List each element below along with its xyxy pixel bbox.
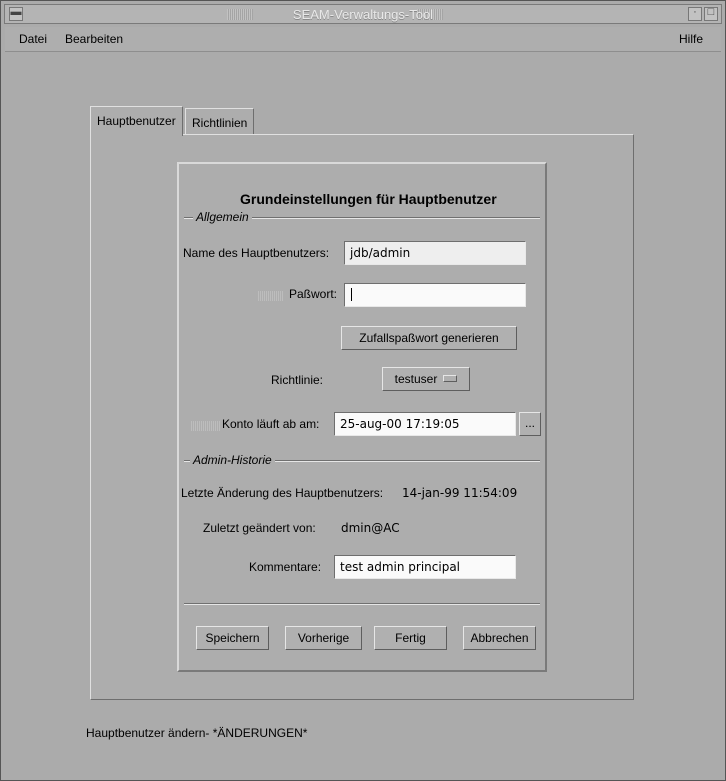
date-picker-button[interactable]: ... bbox=[519, 412, 541, 436]
principal-name-field[interactable]: jdb/admin bbox=[344, 241, 526, 265]
cancel-button[interactable]: Abbrechen bbox=[463, 626, 536, 650]
general-section-label: Allgemein bbox=[193, 210, 252, 224]
policy-dropdown[interactable] bbox=[382, 367, 470, 391]
policy-label: Richtlinie: bbox=[271, 373, 324, 387]
done-button[interactable]: Fertig bbox=[374, 626, 447, 650]
maximize-button[interactable] bbox=[704, 7, 718, 21]
generate-password-button[interactable]: Zufallspaßwort generieren bbox=[341, 326, 517, 350]
expiry-label-pattern bbox=[191, 421, 221, 431]
text-cursor bbox=[351, 288, 352, 301]
password-field[interactable] bbox=[344, 283, 526, 307]
tab-hauptbenutzer[interactable]: Hauptbenutzer bbox=[90, 106, 183, 136]
window-menu-icon: ▬ bbox=[10, 6, 22, 18]
dropdown-indicator-icon bbox=[443, 375, 457, 382]
title-bar[interactable] bbox=[4, 4, 722, 24]
last-change-label: Letzte Änderung des Hauptbenutzers: bbox=[181, 486, 384, 500]
expiry-date-field[interactable]: 25-aug-00 17:19:05 bbox=[334, 412, 516, 436]
changed-by-label: Zuletzt geändert von: bbox=[203, 521, 316, 535]
changed-by-value: dmin@AC bbox=[341, 521, 400, 535]
maximize-icon: □ bbox=[707, 6, 715, 18]
save-button[interactable]: Speichern bbox=[196, 626, 269, 650]
menu-hilfe[interactable]: Hilfe bbox=[679, 32, 704, 46]
button-row-divider bbox=[184, 603, 540, 605]
tab-richtlinien[interactable]: Richtlinien bbox=[185, 108, 254, 134]
previous-button[interactable]: Vorherige bbox=[285, 626, 362, 650]
comments-field[interactable]: test admin principal bbox=[334, 555, 516, 579]
expiry-label: Konto läuft ab am: bbox=[222, 417, 320, 431]
policy-dropdown-value: testuser bbox=[394, 372, 438, 386]
minimize-button[interactable] bbox=[688, 7, 702, 21]
minimize-icon: · bbox=[693, 6, 697, 18]
password-label: Paßwort: bbox=[289, 287, 338, 301]
form-heading: Grundeinstellungen für Hauptbenutzer bbox=[240, 191, 497, 207]
menu-bearbeiten[interactable]: Bearbeiten bbox=[65, 32, 124, 46]
window-title: SEAM-Verwaltungs-Tool bbox=[292, 7, 434, 22]
name-label: Name des Hauptbenutzers: bbox=[183, 246, 330, 260]
history-section-label: Admin-Historie bbox=[190, 453, 275, 467]
password-label-pattern bbox=[258, 291, 284, 301]
menu-datei[interactable]: Datei bbox=[19, 32, 48, 46]
comments-label: Kommentare: bbox=[249, 560, 322, 574]
menu-bar bbox=[5, 27, 721, 52]
last-change-value: 14-jan-99 11:54:09 bbox=[402, 486, 518, 500]
status-message: Hauptbenutzer ändern- *ÄNDERUNGEN* bbox=[86, 726, 308, 740]
